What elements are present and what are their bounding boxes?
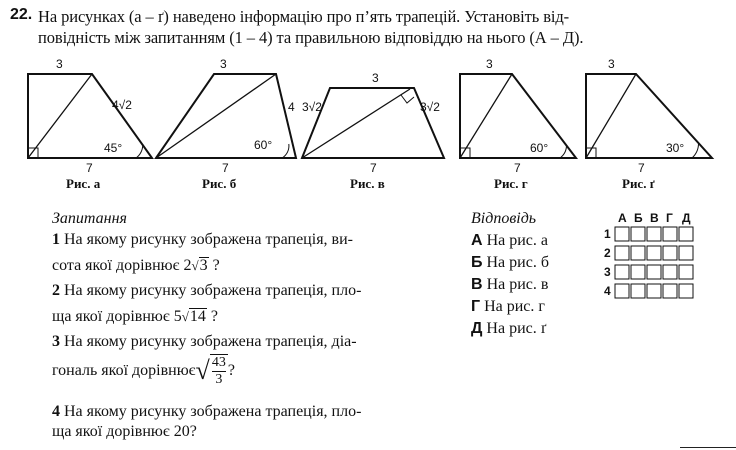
question-2	[52, 281, 361, 327]
problem-statement	[38, 6, 728, 48]
question-1-number: 1	[52, 231, 60, 248]
answer-cell-2-2[interactable]	[631, 246, 645, 260]
grid-column-a: А	[618, 211, 627, 225]
answer-cell-4-3[interactable]	[647, 284, 661, 298]
divider-line	[680, 447, 736, 448]
figure-b-angle-label: 60°	[254, 138, 273, 152]
answer-cell-1-4[interactable]	[663, 227, 677, 241]
figure-d-bottom-label: 7	[514, 161, 521, 175]
answer-cell-2-5[interactable]	[679, 246, 693, 260]
answer-cell-2-1[interactable]	[615, 246, 629, 260]
answer-option-a: А На рис. а	[471, 232, 548, 249]
figure-b-bottom-label: 7	[222, 161, 229, 175]
answer-option-e: Д На рис. ґ	[471, 320, 547, 337]
figure-e-caption: Рис. ґ	[622, 176, 655, 191]
problem-number: 22.	[10, 6, 33, 23]
question-4-line-1: 4 На якому рисунку зображена трапеція, пло-	[52, 403, 362, 420]
grid-row-3: 3	[604, 265, 611, 279]
angle-arc-e	[692, 143, 699, 159]
question-1-line-2: сота якої дорівнює 2√3 ?	[52, 257, 220, 274]
question-3-number: 3	[52, 333, 60, 350]
grid-column-c: В	[650, 211, 659, 225]
figure-c-left-label: 3√2	[302, 100, 322, 114]
figure-c-bottom-label: 7	[370, 161, 377, 175]
grid-row-1: 1	[604, 227, 611, 241]
question-2-number: 2	[52, 282, 60, 299]
figure-a-caption: Рис. а	[66, 176, 101, 191]
diagonal-e	[586, 74, 636, 158]
figure-b-caption: Рис. б	[202, 176, 237, 191]
answer-cell-3-3[interactable]	[647, 265, 661, 279]
question-3-line-2: гональ якої дорівнює √ $\frac{43}{3}$ ?	[52, 355, 235, 387]
figure-c-top-label: 3	[372, 71, 379, 85]
figure-e-top-label: 3	[608, 57, 615, 71]
answer-cell-3-5[interactable]	[679, 265, 693, 279]
answer-option-b: Б На рис. б	[471, 254, 549, 271]
trapezoid-c	[302, 88, 444, 158]
grid-column-e: Д	[682, 211, 691, 225]
figure-b-top-label: 3	[220, 57, 227, 71]
answer-grid	[596, 208, 708, 304]
problem-statement-line-2: повідність між запитанням (1 – 4) та правильною відповіддю на нього (А – Д).	[38, 28, 584, 47]
answer-cell-4-1[interactable]	[615, 284, 629, 298]
answer-cell-4-5[interactable]	[679, 284, 693, 298]
answer-cell-4-2[interactable]	[631, 284, 645, 298]
figure-e-bottom-label: 7	[638, 161, 645, 175]
answer-cell-3-4[interactable]	[663, 265, 677, 279]
figure-e-angle-label: 30°	[666, 141, 685, 155]
answer-cell-2-4[interactable]	[663, 246, 677, 260]
grid-column-b: Б	[634, 211, 643, 225]
figure-c-caption: Рис. в	[350, 176, 385, 191]
grid-row-2: 2	[604, 246, 611, 260]
angle-arc-d	[560, 145, 567, 158]
question-4-line-2: ща якої дорівнює 20?	[52, 423, 197, 440]
answer-option-c: В На рис. в	[471, 276, 549, 293]
angle-arc-a	[136, 144, 143, 158]
answer-cell-4-4[interactable]	[663, 284, 677, 298]
diagonal-d	[460, 74, 512, 158]
answer-cell-3-2[interactable]	[631, 265, 645, 279]
answers-heading: Відповідь	[471, 210, 537, 227]
trapezoid-d	[460, 74, 576, 158]
grid-column-d: Г	[666, 211, 673, 225]
figure-d-angle-label: 60°	[530, 141, 549, 155]
question-3-fraction: $\frac{43}{3}$	[211, 355, 226, 387]
angle-arc-b	[282, 144, 289, 158]
trapezoid-figures	[0, 52, 736, 202]
figure-a-side-label: 4√2	[112, 98, 132, 112]
problem-statement-line-1: На рисунках (а – ґ) наведено інформацію про п’ять трапецій. Установіть від-	[38, 7, 570, 26]
figure-a-angle-label: 45°	[104, 141, 123, 155]
trapezoid-e	[586, 74, 712, 158]
questions-heading: Запитання	[52, 210, 127, 227]
figure-d-caption: Рис. г	[494, 176, 528, 191]
figure-b-side-label: 4	[288, 100, 295, 114]
question-3	[52, 332, 357, 388]
question-1	[52, 230, 353, 276]
diagonal-a	[28, 74, 92, 158]
question-4-number: 4	[52, 403, 60, 420]
question-2-line-2: ща якої дорівнює 5√14 ?	[52, 308, 218, 325]
question-3-line-1: 3 На якому рисунку зображена трапеція, діа-	[52, 333, 357, 350]
answer-cell-2-3[interactable]	[647, 246, 661, 260]
question-1-line-1: 1 На якому рисунку зображена трапеція, ви-	[52, 231, 353, 248]
answer-cell-1-5[interactable]	[679, 227, 693, 241]
question-2-line-1: 2 На якому рисунку зображена трапеція, пло-	[52, 282, 362, 299]
trapezoid-b	[156, 74, 296, 158]
answer-cell-1-1[interactable]	[615, 227, 629, 241]
answer-cell-1-3[interactable]	[647, 227, 661, 241]
figure-d-top-label: 3	[486, 57, 493, 71]
answer-cell-3-1[interactable]	[615, 265, 629, 279]
question-4	[52, 402, 361, 442]
question-1-radicand: 3	[199, 257, 208, 274]
answer-cell-1-2[interactable]	[631, 227, 645, 241]
question-2-radicand: 14	[189, 308, 206, 325]
figure-a-top-label: 3	[56, 57, 63, 71]
right-angle-mark-c	[401, 95, 414, 103]
figure-c-right-label: 3√2	[420, 100, 440, 114]
grid-row-4: 4	[604, 284, 611, 298]
figure-a-bottom-label: 7	[86, 161, 93, 175]
trapezoid-a	[28, 74, 152, 158]
answer-option-d: Г На рис. г	[471, 298, 545, 315]
